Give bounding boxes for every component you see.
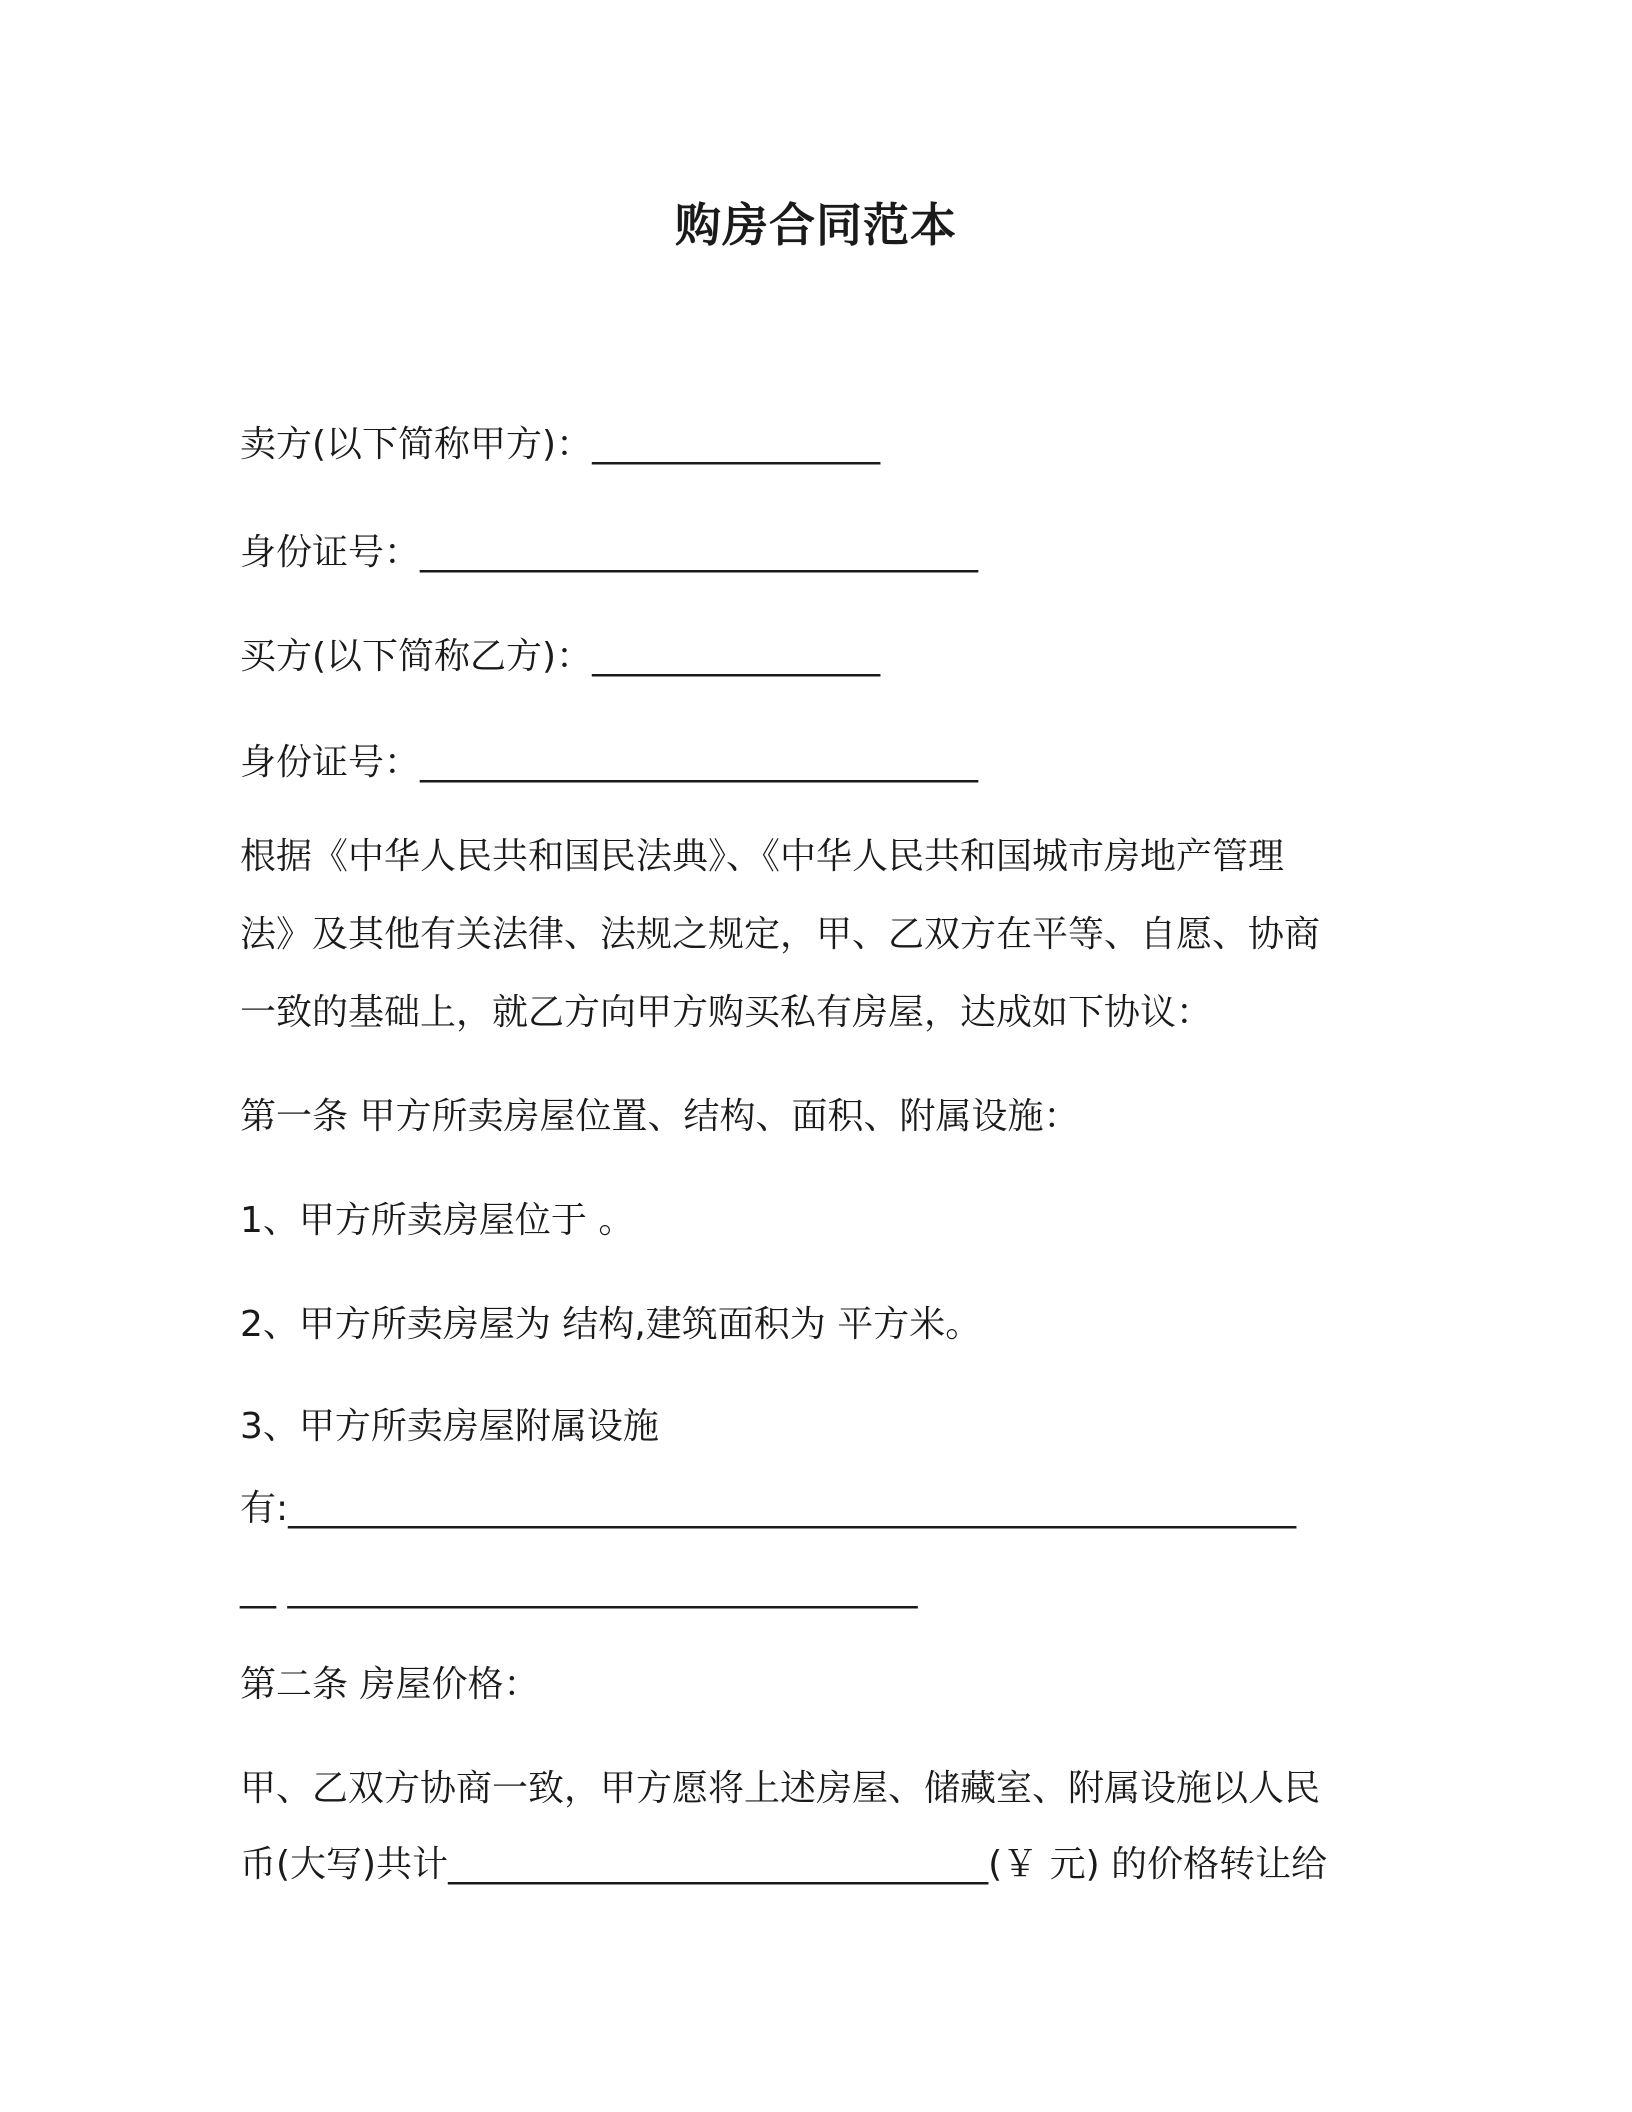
facilities-line-2: __ ___________________________________ bbox=[240, 1568, 918, 1609]
article-1-heading: 第一条 甲方所卖房屋位置、结构、面积、附属设施： bbox=[240, 1096, 1080, 1137]
article-2-heading: 第二条 房屋价格： bbox=[240, 1664, 540, 1705]
preamble-line-1: 根据《中华人民共和国民法典》、《中华人民共和国城市房地产管理 bbox=[240, 836, 1285, 877]
seller-id-line: 身份证号：_______________________________ bbox=[240, 532, 979, 573]
facilities-line: 有:________________________________________________________ bbox=[240, 1488, 1297, 1529]
article-1-item-2: 2、甲方所卖房屋为 结构,建筑面积为 平方米。 bbox=[240, 1304, 982, 1345]
price-line-2: 币(大写)共计______________________________(￥ 元) 的价格转让给 bbox=[240, 1844, 1328, 1885]
buyer-id-line: 身份证号：_______________________________ bbox=[240, 742, 979, 783]
price-line-1: 甲、乙双方协商一致，甲方愿将上述房屋、储藏室、附属设施以人民 bbox=[240, 1768, 1321, 1809]
preamble-line-3: 一致的基础上，就乙方向甲方购买私有房屋，达成如下协议： bbox=[240, 992, 1213, 1033]
preamble-line-2: 法》及其他有关法律、法规之规定，甲、乙双方在平等、自愿、协商 bbox=[240, 914, 1321, 955]
buyer-line: 买方(以下简称乙方)：________________ bbox=[240, 636, 881, 677]
article-1-item-1: 1、甲方所卖房屋位于 。 bbox=[240, 1200, 635, 1241]
seller-line: 卖方(以下简称甲方)：________________ bbox=[240, 424, 881, 465]
document-title: 购房合同范本 bbox=[675, 198, 957, 252]
article-1-item-3: 3、甲方所卖房屋附属设施 bbox=[240, 1406, 659, 1447]
